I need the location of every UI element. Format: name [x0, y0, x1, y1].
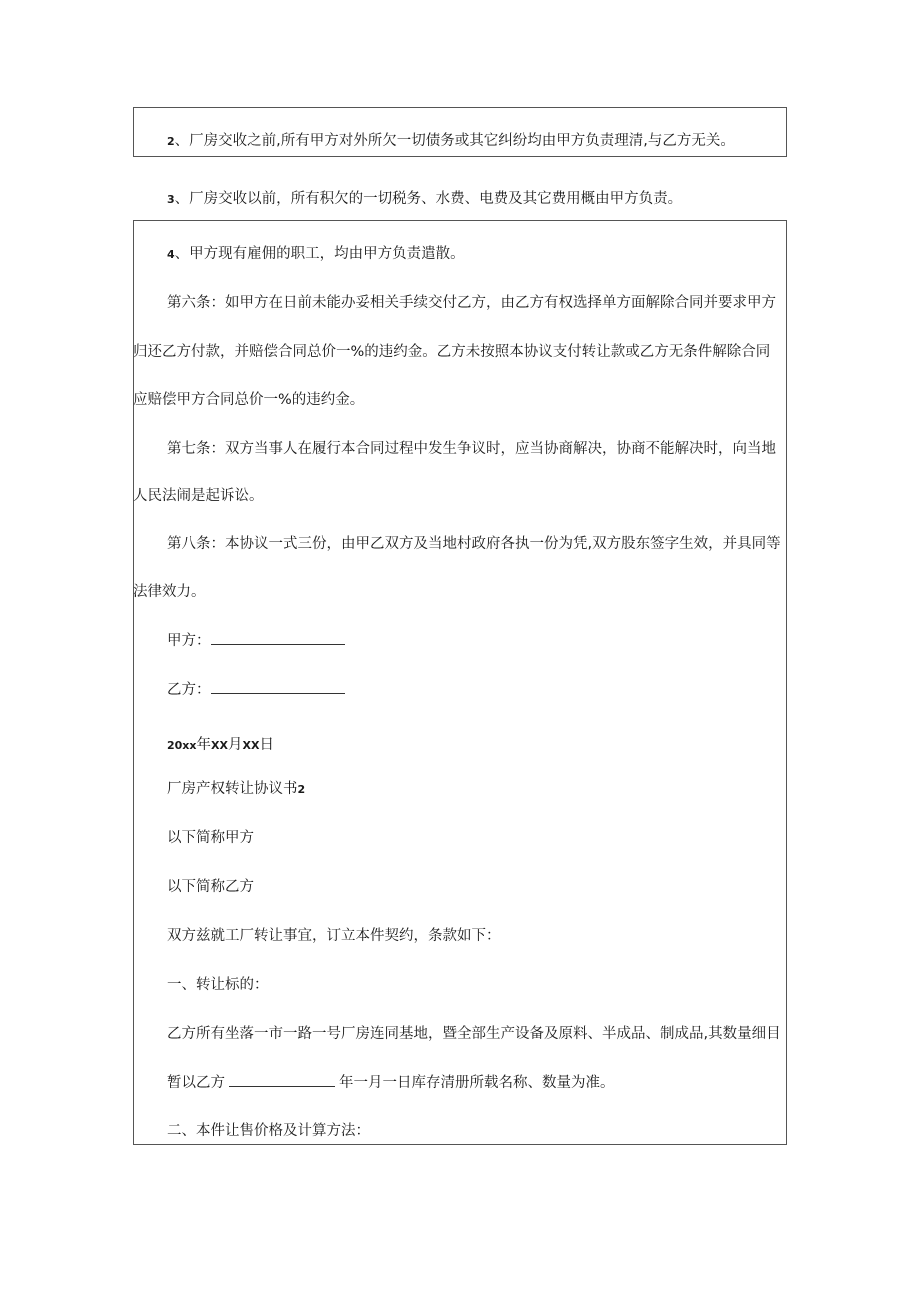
- hereafter-party-a: 以下简称甲方: [167, 830, 254, 846]
- article-8-line-2: 法律效力。: [133, 584, 206, 600]
- inventory-date-blank: [229, 1072, 335, 1087]
- article-7-line-2: 人民法闹是起诉讼。: [133, 488, 264, 504]
- section-1-heading: 一、转让标的：: [167, 977, 269, 993]
- hereafter-party-b: 以下简称乙方: [167, 879, 254, 895]
- clause-3: 3、厂房交收以前，所有积欠的一切税务、水费、电费及其它费用概由甲方负责。: [167, 191, 683, 207]
- article-8-line-1: 第八条：本协议一式三份，由甲乙双方及当地村政府各执一份为凭,双方股东签字生效，并具同等: [167, 536, 781, 552]
- date-line: 20xx年XX月XX日: [167, 737, 274, 753]
- article-6-line-2: 归还乙方付款，并赔偿合同总价一%的违约金。乙方未按照本协议支付转让款或乙方无条件解除合同: [133, 344, 771, 360]
- party-b-signature: 乙方：: [167, 679, 345, 700]
- party-a-signature: 甲方：: [167, 630, 345, 651]
- document-title-2: 厂房产权转让协议书2: [167, 781, 306, 797]
- section-1-line-1: 乙方所有坐落一市一路一号厂房连同基地，暨全部生产设备及原料、半成品、制成品,其数量细目: [167, 1026, 781, 1042]
- section-2-heading: 二、本件让售价格及计算方法：: [167, 1123, 370, 1139]
- party-a-blank: [211, 630, 345, 645]
- article-6-line-1: 第六条：如甲方在日前未能办妥相关手续交付乙方，由乙方有权选择单方面解除合同并要求甲方: [167, 295, 776, 311]
- article-7-line-1: 第七条：双方当事人在履行本合同过程中发生争议时，应当协商解决，协商不能解决时，向当地: [167, 441, 776, 457]
- section-1-line-2: 暂以乙方 年一月一日库存清册所载名称、数量为准。: [167, 1072, 615, 1093]
- clause-2: 2、厂房交收之前,所有甲方对外所欠一切债务或其它纠纷均由甲方负责理清,与乙方无关。: [167, 133, 735, 149]
- party-b-blank: [211, 679, 345, 694]
- article-6-line-3: 应赔偿甲方合同总价一%的违约金。: [133, 392, 365, 408]
- intro-line: 双方兹就工厂转让事宜，订立本件契约，条款如下：: [167, 928, 501, 944]
- clause-4: 4、甲方现有雇佣的职工，均由甲方负责遣散。: [167, 246, 465, 262]
